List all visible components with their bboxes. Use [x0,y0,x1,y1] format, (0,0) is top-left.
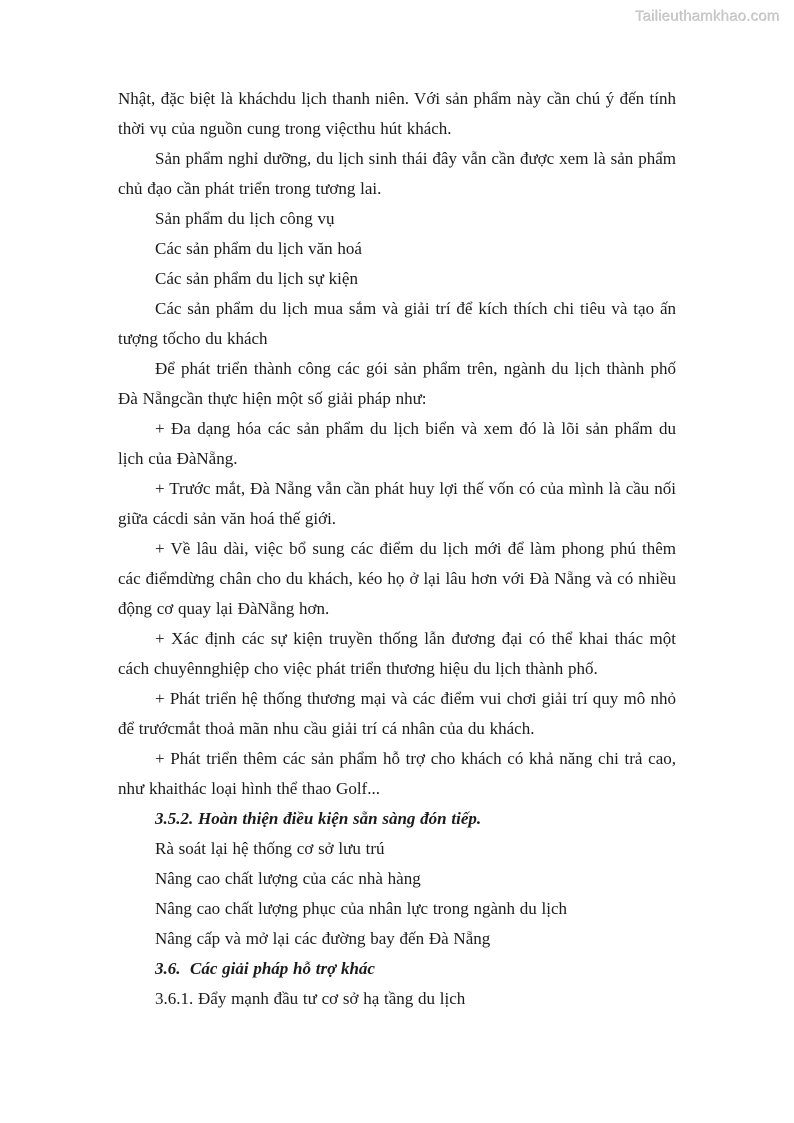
paragraph: Sản phẩm du lịch công vụ [155,209,335,228]
paragraph: + Trước mắt, Đà Nẵng vẫn cần phát huy lợi thế vốn có của mình là cầu nối giữa cácdi sản văn hoá thế giới. [118,479,676,528]
paragraph: + Đa dạng hóa các sản phẩm du lịch biển và xem đó là lõi sản phẩm du lịch của ĐàNẵng. [118,419,676,468]
paragraph: Nhật, đặc biệt là kháchdu lịch thanh niên. Với sản phẩm này cần chú ý đến tính thời vụ của nguồn cung trong việcthu hút khách. [118,89,676,138]
paragraph: 3.6.1. Đẩy mạnh đầu tư cơ sở hạ tầng du lịch [155,989,466,1008]
paragraph: Rà soát lại hệ thống cơ sở lưu trú [155,839,385,858]
paragraph: + Về lâu dài, việc bổ sung các điểm du lịch mới để làm phong phú thêm các điểmdừng chân cho du khách, kéo họ ở lại lâu hơn với Đà Nẵng và có nhiều động cơ quay lại ĐàNẵng hơn. [118,539,676,618]
paragraph: + Phát triển hệ thống thương mại và các điểm vui chơi giải trí quy mô nhỏ để trướcmắt thoả mãn nhu cầu giải trí cá nhân của du khách. [118,689,676,738]
paragraph: Các sản phẩm du lịch văn hoá [155,239,362,258]
paragraph: Nâng cao chất lượng của các nhà hàng [155,869,421,888]
paragraph: Để phát triển thành công các gói sản phẩm trên, ngành du lịch thành phố Đà Nẵngcần thực hiện một số giải pháp như: [118,359,676,408]
paragraph: Các sản phẩm du lịch mua sắm và giải trí để kích thích chi tiêu và tạo ấn tượng tốcho du khách [118,299,676,348]
paragraph: Nâng cấp và mở lại các đường bay đến Đà Nẵng [155,929,491,948]
paragraph: Sản phẩm nghỉ dưỡng, du lịch sinh thái đây vẫn cần được xem là sản phẩm chủ đạo cần phát triển trong tương lai. [118,149,676,198]
paragraph: + Phát triển thêm các sản phẩm hỗ trợ cho khách có khả năng chi trả cao, như khaithác loại hình thể thao Golf... [118,749,676,798]
watermark: Tailieuthamkhao.com [635,8,780,25]
paragraph: + Xác định các sự kiện truyền thống lẫn đương đại có thể khai thác một cách chuyênnghiệp cho việc phát triển thương hiệu du lịch thành phố. [118,629,676,678]
section-heading: 3.6. Các giải pháp hỗ trợ khác [155,959,375,978]
section-heading: 3.5.2. Hoàn thiện điều kiện sẵn sàng đón tiếp. [155,809,482,828]
paragraph: Nâng cao chất lượng phục của nhân lực trong ngành du lịch [155,899,567,918]
paragraph: Các sản phẩm du lịch sự kiện [155,269,358,288]
document-body [118,84,676,1014]
